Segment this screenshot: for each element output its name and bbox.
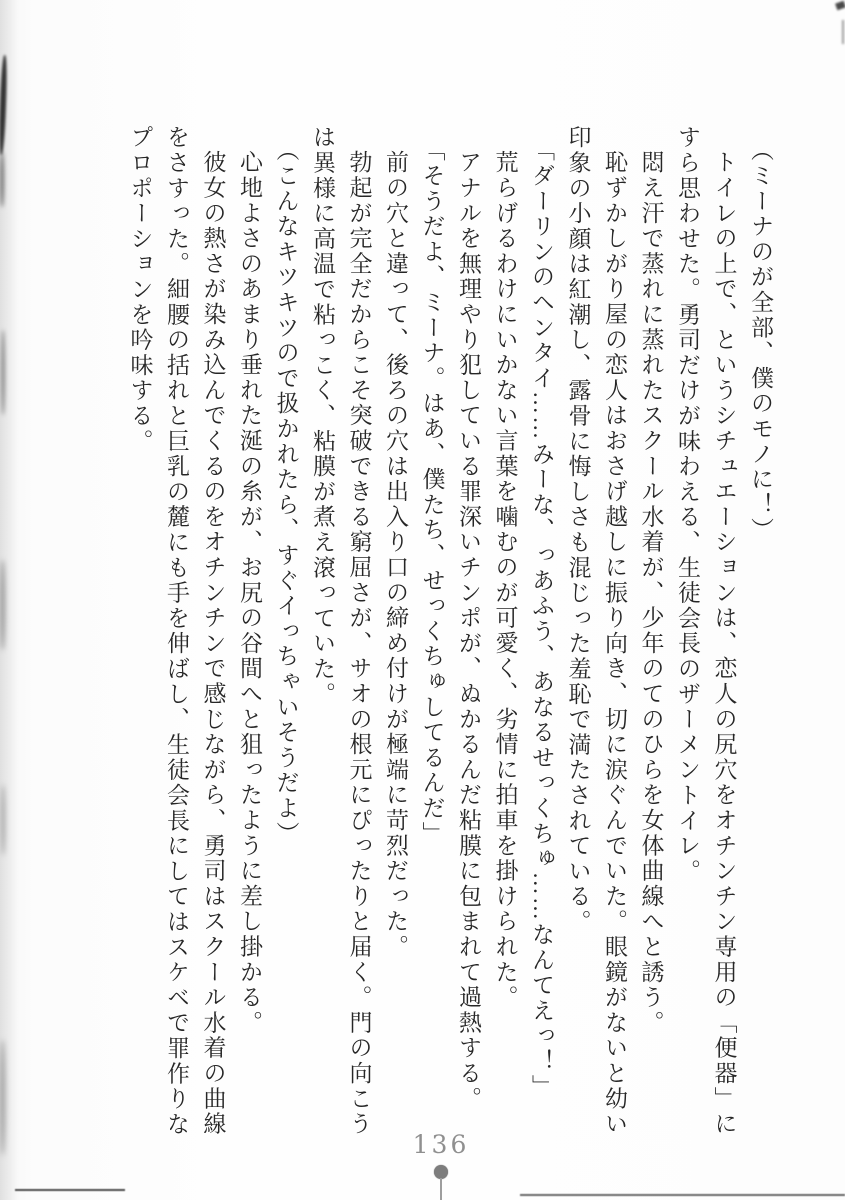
scan-artifact-bottom-line bbox=[520, 1194, 845, 1196]
paragraph: 勃起が完全だからこそ突破できる窮屈さが、サオの根元にぴったりと届く。門の向こうは異様に高温で粘っこく、粘膜が煮え滾っていた。 bbox=[310, 125, 372, 1137]
pin-marker-icon bbox=[434, 1165, 448, 1179]
body-text bbox=[121, 125, 778, 1141]
scan-artifact-edge bbox=[842, 20, 844, 44]
scan-artifact-streak bbox=[0, 560, 5, 650]
scan-artifact-corner bbox=[835, 1, 845, 11]
scan-artifact-streak bbox=[1, 330, 5, 415]
scan-artifact-streak bbox=[1, 785, 5, 855]
paragraph: （ミーナのが全部、僕のモノに！） bbox=[748, 137, 773, 543]
paragraph: 前の穴と違って、後ろの穴は出入り口の締め付けが極端に苛烈だった。 bbox=[383, 150, 408, 960]
paragraph: 彼女の熱さが染み込んでくるのをオチンチンで感じながら、勇司はスクール水着の曲線をさすった。細腰の括れと巨乳の麓にも手を伸ばし、生徒会長にしてはスケベで罪作りなプロポーションを吟味する。 bbox=[127, 125, 226, 1137]
paragraph: 恥ずかしがり屋の恋人はおさげ越しに振り向き、切に涙ぐんでいた。眼鏡がないと幼い印象の小顔は紅潮し、露骨に悔しさも混じった羞恥で満たされている。 bbox=[565, 125, 627, 1137]
scan-artifact-streak bbox=[0, 1040, 5, 1155]
scan-artifact-bottom-line bbox=[15, 1189, 125, 1191]
paragraph: 「そうだよ、ミーナ。はあ、僕たち、せっくちゅしてるんだ」 bbox=[419, 137, 445, 846]
paragraph: 「ダーリンのヘンタイ……みーな、っあふう、あなるせっくちゅ……なんてえっ！」 bbox=[529, 137, 554, 1099]
scan-artifact-streak bbox=[0, 55, 8, 155]
paragraph: （こんなキツキツので扱かれたら、すぐイっちゃいそうだよ） bbox=[273, 137, 299, 846]
scan-gutter-shadow bbox=[0, 0, 18, 1200]
paragraph: 荒らげるわけにいかない言葉を噛むのが可愛く、劣情に拍車を掛けられた。 bbox=[492, 150, 518, 1011]
scan-artifact-streak bbox=[0, 152, 4, 207]
paragraph: トイレの上で、というシチュエーションは、恋人の尻穴をオチンチン専用の「便器」にすら思わせた。勇司だけが味わえる、生徒会長のザーメントイレ。 bbox=[675, 125, 737, 1137]
page-number: 136 bbox=[412, 1130, 470, 1159]
paragraph: 心地よさのあまり垂れた涎の糸が、お尻の谷間へと狙ったように差し掛かる。 bbox=[237, 150, 262, 1036]
paragraph: 悶え汗で蒸れに蒸れたスクール水着が、少年のてのひらを女体曲線へと誘う。 bbox=[638, 150, 664, 1036]
paragraph: アナルを無理やり犯している罪深いチンポが、ぬかるんだ粘膜に包まれて過熱する。 bbox=[456, 150, 481, 1112]
pin-marker-stem bbox=[440, 1178, 442, 1200]
